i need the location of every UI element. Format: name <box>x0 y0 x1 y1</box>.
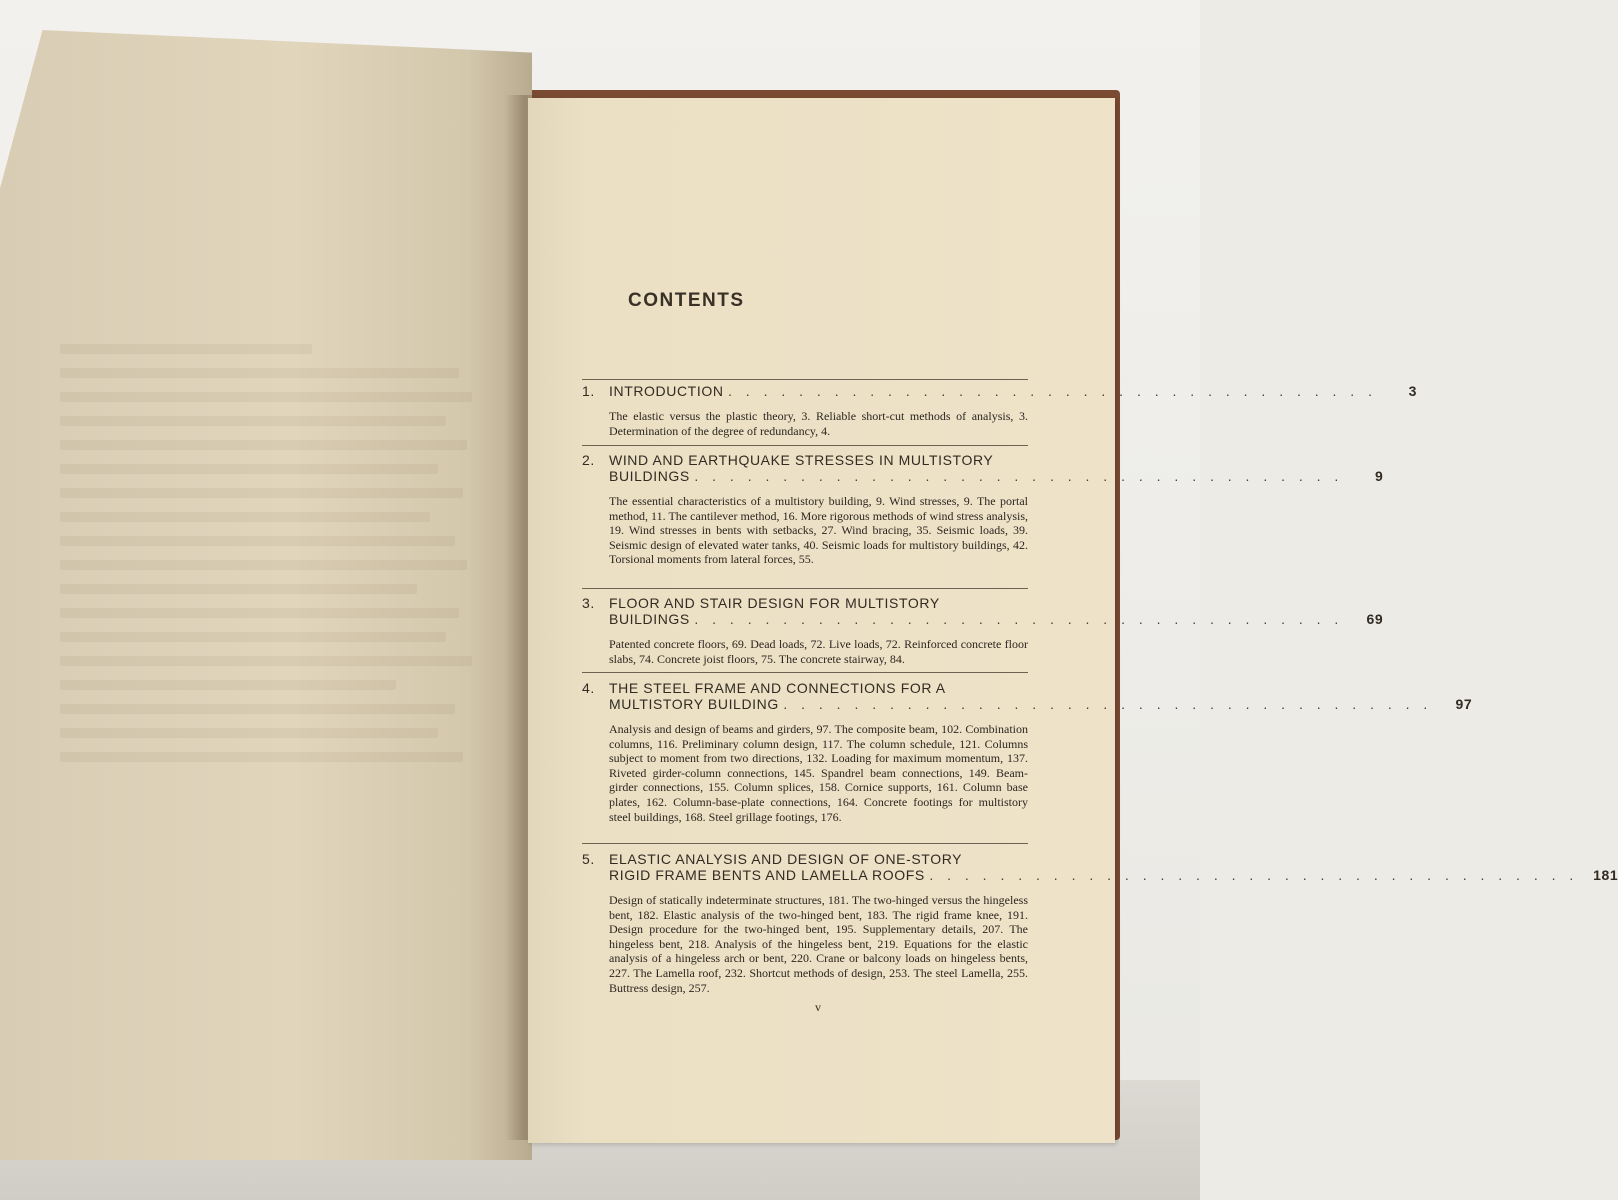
chapter-title-text: BUILDINGS <box>609 611 690 627</box>
chapter-summary: The elastic versus the plastic theory, 3. Reliable short-cut methods of analysis, 3. Determination of the degree of redundancy, 4. <box>609 409 1028 438</box>
chapter-summary: Analysis and design of beams and girders, 97. The composite beam, 102. Combination columns, 116. Preliminary column design, 117. The column schedule, 121. Columns subject to moment from two directions, 132. Loading for maximum momentum, 137. Riveted girder-column connections, 145. Spandrel beam connections, 149. Beam-girder connections, 155. Column splices, 158. Cornice supports, 161. Column base plates, 162. Column-base-plate connections, 164. Concrete footings for multistory steel buildings, 168. Steel grillage footings, 176. <box>609 722 1028 824</box>
section-rule <box>582 445 1028 446</box>
chapter-summary: The essential characteristics of a multistory building, 9. Wind stresses, 9. The portal method, 11. The cantilever method, 16. More rigorous methods of wind stress analysis, 19. Wind stresses in bents with setbacks, 27. Wind bracing, 35. Seismic loads, 39. Seismic design of elevated water tanks, 40. Seismic loads for multistory buildings, 42. Torsional moments from lateral forces, 55. <box>609 494 1028 567</box>
section-rule <box>582 843 1028 844</box>
chapter-page-spacer <box>988 595 1028 611</box>
chapter-heading-line <box>582 867 1618 883</box>
chapter-page-number: 9 <box>1374 468 1384 484</box>
top-rule <box>582 379 1028 380</box>
section-rule <box>582 588 1028 589</box>
chapter-heading-line <box>582 468 1384 484</box>
chapter-page-spacer <box>988 851 1028 867</box>
chapter-number: 3. <box>582 595 595 611</box>
chapter-title <box>609 867 1578 883</box>
chapter-heading-line <box>582 595 1028 611</box>
chapter-title-text: RIGID FRAME BENTS AND LAMELLA ROOFS <box>609 867 925 883</box>
toc-entry-chapter-1 <box>582 383 1417 438</box>
chapter-number <box>582 611 609 627</box>
chapter-title-text: MULTISTORY BUILDING <box>609 696 779 712</box>
leader-dots: . . . . . . . . . . . . . . . . . . . . . . . . . . . . . . . . . . . . . <box>694 468 1344 484</box>
leader-dots: . . . . . . . . . . . . . . . . . . . . . . . . . . . . . . . . . . . . . <box>694 611 1344 627</box>
chapter-number <box>582 468 609 484</box>
contents-heading: CONTENTS <box>628 290 745 311</box>
chapter-heading-line <box>582 452 1028 468</box>
left-page-bleed-through <box>60 330 480 776</box>
chapter-title <box>609 452 993 468</box>
chapter-number: 5. <box>582 851 595 867</box>
chapter-title-text: INTRODUCTION <box>609 383 724 399</box>
chapter-title <box>609 611 1343 627</box>
chapter-title <box>609 696 1432 712</box>
chapter-number: 4. <box>582 680 595 696</box>
chapter-page-spacer <box>993 452 1033 468</box>
toc-entry-chapter-3 <box>582 595 1384 666</box>
chapter-page-number: 69 <box>1366 611 1384 627</box>
chapter-summary: Patented concrete floors, 69. Dead loads, 72. Live loads, 72. Reinforced concrete floor slabs, 74. Concrete joist floors, 75. The concrete stairway, 84. <box>609 637 1028 666</box>
chapter-heading-line <box>582 611 1384 627</box>
chapter-title <box>609 851 988 867</box>
chapter-number <box>582 867 609 883</box>
toc-entry-chapter-2 <box>582 452 1384 567</box>
chapter-title <box>609 595 988 611</box>
chapter-title <box>609 468 1343 484</box>
chapter-heading-line <box>582 680 1028 696</box>
chapter-title-text: WIND AND EARTHQUAKE STRESSES IN MULTISTORY <box>609 452 994 468</box>
chapter-heading-line <box>582 851 1028 867</box>
chapter-page-number: 3 <box>1408 383 1417 399</box>
left-page <box>0 30 532 1160</box>
chapter-title-text: FLOOR AND STAIR DESIGN FOR MULTISTORY <box>609 595 940 611</box>
leader-dots: . . . . . . . . . . . . . . . . . . . . . . . . . . . . . . . . . . . . . <box>728 383 1377 399</box>
page-folio: v <box>815 1000 821 1014</box>
chapter-number <box>582 696 609 712</box>
leader-dots: . . . . . . . . . . . . . . . . . . . . . . . . . . . . . . . . . . . . . <box>929 867 1579 883</box>
leader-dots: . . . . . . . . . . . . . . . . . . . . . . . . . . . . . . . . . . . . . <box>783 696 1433 712</box>
toc-entry-chapter-4 <box>582 680 1473 824</box>
chapter-page-number: 97 <box>1455 696 1473 712</box>
chapter-page-spacer <box>988 680 1028 696</box>
chapter-number: 1. <box>582 383 595 399</box>
section-rule <box>582 672 1028 673</box>
chapter-title-text: ELASTIC ANALYSIS AND DESIGN OF ONE-STORY <box>609 851 963 867</box>
toc-entry-chapter-5 <box>582 851 1618 995</box>
chapter-page-number: 181 <box>1593 867 1618 883</box>
chapter-title-text: BUILDINGS <box>609 468 690 484</box>
chapter-title <box>609 383 1377 399</box>
chapter-heading-line <box>582 696 1473 712</box>
chapter-heading-line <box>582 383 1417 399</box>
chapter-summary: Design of statically indeterminate structures, 181. The two-hinged versus the hingeless bent, 182. Elastic analysis of the two-hinged bent, 183. The rigid frame knee, 191. Design procedure for the two-hinged bent, 195. Supplementary details, 207. The hingeless bent, 218. Analysis of the hingeless bent, 219. Equations for the elastic analysis of a hingeless arch or bent, 220. Crane or balcony loads on hingeless bents, 227. The Lamella roof, 232. Shortcut methods of design, 253. The steel Lamella, 255. Buttress design, 257. <box>609 893 1028 995</box>
chapter-number: 2. <box>582 452 595 468</box>
chapter-title-text: THE STEEL FRAME AND CONNECTIONS FOR A <box>609 680 946 696</box>
chapter-title <box>609 680 988 696</box>
